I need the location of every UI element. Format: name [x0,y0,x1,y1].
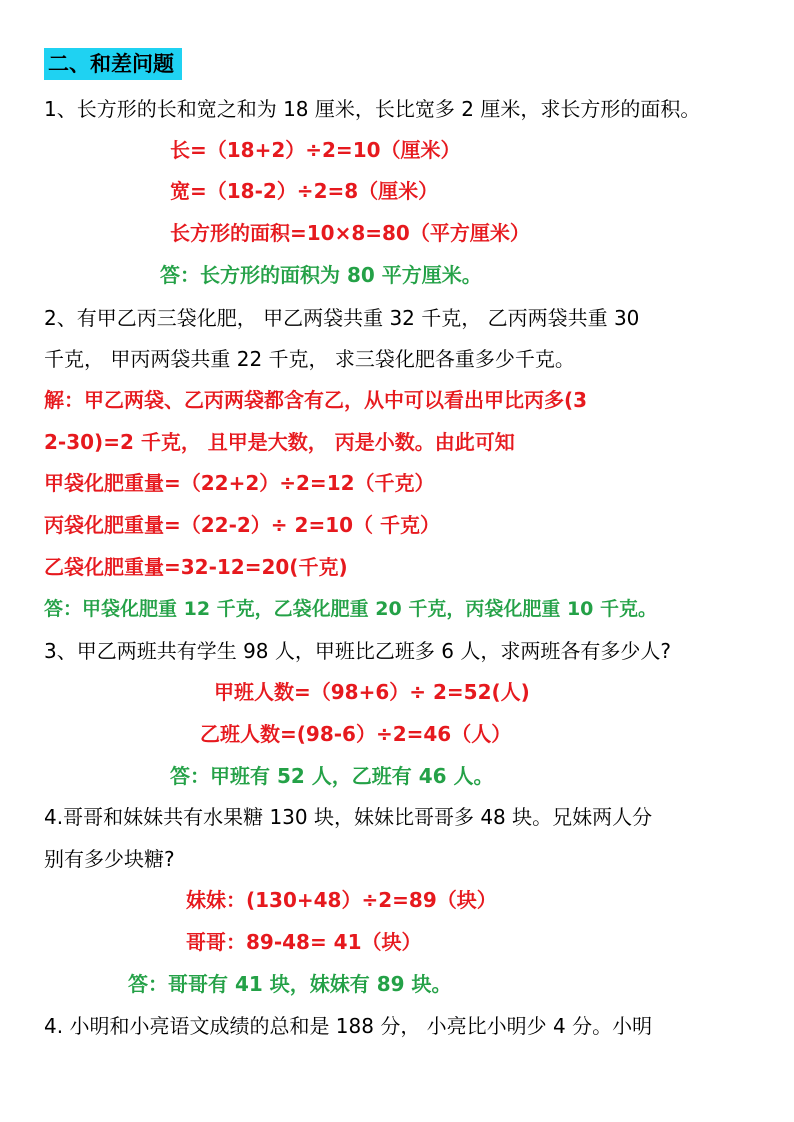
problem-3-question: 3、甲乙两班共有学生 98 人，甲班比乙班多 6 人，求两班各有多少人? [44,639,671,663]
problem-2-solution-line-1: 解：甲乙两袋、乙丙两袋都含有乙，从中可以看出甲比丙多(3 [44,388,588,412]
problem-2-question-line-1: 2、有甲乙丙三袋化肥， 甲乙两袋共重 32 千克， 乙丙两袋共重 30 [44,306,640,330]
problem-4-step-2: 哥哥：89-48= 41（块） [186,930,422,954]
problem-4-question-line-2: 别有多少块糖? [44,847,175,871]
problem-4-step-1: 妹妹：(130+48）÷2=89（块） [186,888,497,912]
problem-2-step-1: 甲袋化肥重量=（22+2）÷2=12（千克） [44,471,435,495]
problem-4-question-line-1: 4.哥哥和妹妹共有水果糖 130 块，妹妹比哥哥多 48 块。兄妹两人分 [44,805,653,829]
problem-1-question: 1、长方形的长和宽之和为 18 厘米，长比宽多 2 厘米，求长方形的面积。 [44,97,701,121]
problem-1-step-1: 长=（18+2）÷2=10（厘米） [170,138,461,162]
problem-1-step-2: 宽=（18-2）÷2=8（厘米） [170,179,439,203]
problem-2-step-2: 丙袋化肥重量=（22-2）÷ 2=10（ 千克） [44,513,440,537]
section-heading: 二、和差问题 [44,48,182,80]
problem-2-step-3: 乙袋化肥重量=32-12=20(千克) [44,555,348,579]
problem-3-step-1: 甲班人数=（98+6）÷ 2=52(人) [214,680,530,704]
problem-2-answer: 答：甲袋化肥重 12 千克，乙袋化肥重 20 千克，丙袋化肥重 10 千克。 [44,598,658,620]
problem-3-answer: 答：甲班有 52 人，乙班有 46 人。 [170,764,494,788]
problem-1-step-3: 长方形的面积=10×8=80（平方厘米） [170,221,530,245]
problem-2-question-line-2: 千克， 甲丙两袋共重 22 千克， 求三袋化肥各重多少千克。 [44,347,575,371]
problem-2-solution-line-2: 2-30)=2 千克， 且甲是大数， 丙是小数。由此可知 [44,430,515,454]
problem-5-question: 4. 小明和小亮语文成绩的总和是 188 分， 小亮比小明少 4 分。小明 [44,1014,653,1038]
problem-4-answer: 答：哥哥有 41 块，妹妹有 89 块。 [128,972,452,996]
problem-1-answer: 答：长方形的面积为 80 平方厘米。 [160,263,482,287]
problem-3-step-2: 乙班人数=(98-6）÷2=46（人） [200,722,512,746]
